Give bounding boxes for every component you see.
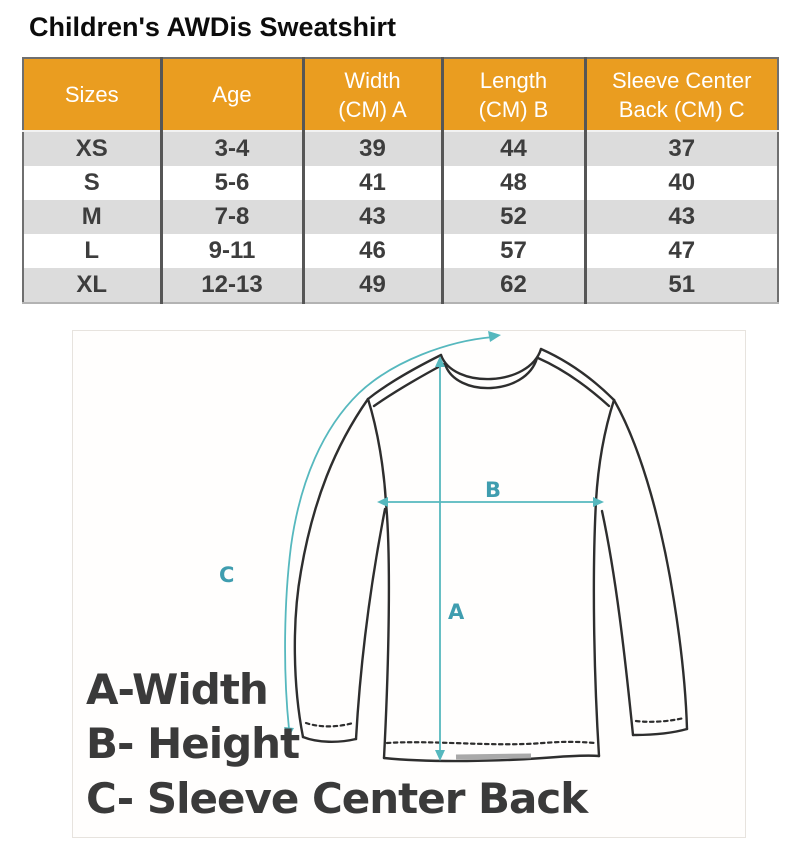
cell-age: 5-6 — [161, 166, 303, 200]
cell-length: 44 — [442, 131, 585, 166]
header-label: Sizes — [64, 82, 119, 107]
cell-age: 3-4 — [161, 131, 303, 166]
table-row — [23, 268, 778, 303]
header-label: (CM) B — [478, 96, 549, 122]
measure-arrow-c — [284, 331, 501, 737]
sweatshirt-outline — [295, 349, 687, 761]
left-cuff-stitch-line — [306, 723, 353, 726]
cell-length: 52 — [442, 200, 585, 234]
legend-line-sleeve: C- Sleeve Center Back — [86, 774, 588, 823]
hem-stitch-line — [387, 742, 595, 744]
table-header — [23, 58, 778, 131]
header-label: Width — [344, 67, 401, 93]
left-sleeve-inner-edge — [356, 509, 385, 739]
cell-width: 39 — [303, 131, 442, 166]
body-left-edge — [384, 503, 389, 758]
cell-size: L — [23, 234, 161, 268]
cell-sleeve: 51 — [585, 268, 778, 303]
table-body — [23, 131, 778, 303]
right-shoulder-seam-inner — [538, 358, 609, 406]
header-label: (CM) A — [338, 96, 407, 122]
legend-line-height: B- Height — [86, 719, 300, 768]
header-length — [442, 58, 585, 131]
page-title: Children's AWDis Sweatshirt — [29, 12, 396, 42]
cell-sleeve: 37 — [585, 131, 778, 166]
left-armhole-line — [368, 399, 386, 503]
table-row — [23, 131, 778, 166]
sweatshirt-diagram-svg — [73, 331, 745, 837]
cell-width: 46 — [303, 234, 442, 268]
legend-line-width: A-Width — [86, 665, 268, 714]
measure-label-b: B — [485, 478, 502, 502]
header-sizes — [23, 58, 161, 131]
cell-sleeve: 40 — [585, 166, 778, 200]
cell-size: XL — [23, 268, 161, 303]
header-sleeve — [585, 58, 778, 131]
arrowhead-b-right — [593, 497, 604, 507]
header-label: Back (CM) C — [618, 96, 745, 122]
header-row — [23, 58, 778, 131]
cell-size: XS — [23, 131, 161, 166]
left-cuff-bottom-edge — [303, 737, 356, 742]
cell-age: 12-13 — [161, 268, 303, 303]
cell-length: 48 — [442, 166, 585, 200]
table-row — [23, 234, 778, 268]
right-cuff-bottom-edge — [633, 729, 687, 735]
cell-sleeve: 47 — [585, 234, 778, 268]
right-sleeve-inner-edge — [602, 511, 633, 735]
right-shoulder-seam-outer — [541, 349, 614, 400]
cell-age: 7-8 — [161, 200, 303, 234]
measurement-diagram — [72, 330, 746, 838]
arrowhead-a-bottom — [435, 750, 445, 761]
arrowhead-b-left — [377, 497, 388, 507]
arrowhead-c-top — [488, 331, 501, 342]
header-label: Age — [212, 82, 252, 107]
cell-width: 43 — [303, 200, 442, 234]
measure-label-a: A — [448, 600, 465, 624]
cell-size: S — [23, 166, 161, 200]
left-shoulder-seam-inner — [374, 364, 444, 406]
measure-label-c: C — [219, 563, 235, 587]
header-label: Length — [479, 67, 548, 93]
cell-sleeve: 43 — [585, 200, 778, 234]
cell-length: 57 — [442, 234, 585, 268]
header-label: Sleeve Center — [612, 67, 752, 93]
table-row — [23, 200, 778, 234]
cell-width: 41 — [303, 166, 442, 200]
body-right-edge — [594, 501, 599, 756]
right-cuff-stitch-line — [636, 718, 684, 722]
cell-age: 9-11 — [161, 234, 303, 268]
table-row — [23, 166, 778, 200]
cell-size: M — [23, 200, 161, 234]
header-width — [303, 58, 442, 131]
right-sleeve-outer-edge — [614, 400, 687, 729]
header-age — [161, 58, 303, 131]
cell-width: 49 — [303, 268, 442, 303]
cell-length: 62 — [442, 268, 585, 303]
size-chart-table — [22, 57, 779, 304]
hem-shadow-mark — [456, 756, 531, 757]
measure-arrow-a — [435, 356, 445, 761]
right-armhole-line — [596, 400, 614, 501]
left-sleeve-outer-edge — [295, 399, 368, 737]
